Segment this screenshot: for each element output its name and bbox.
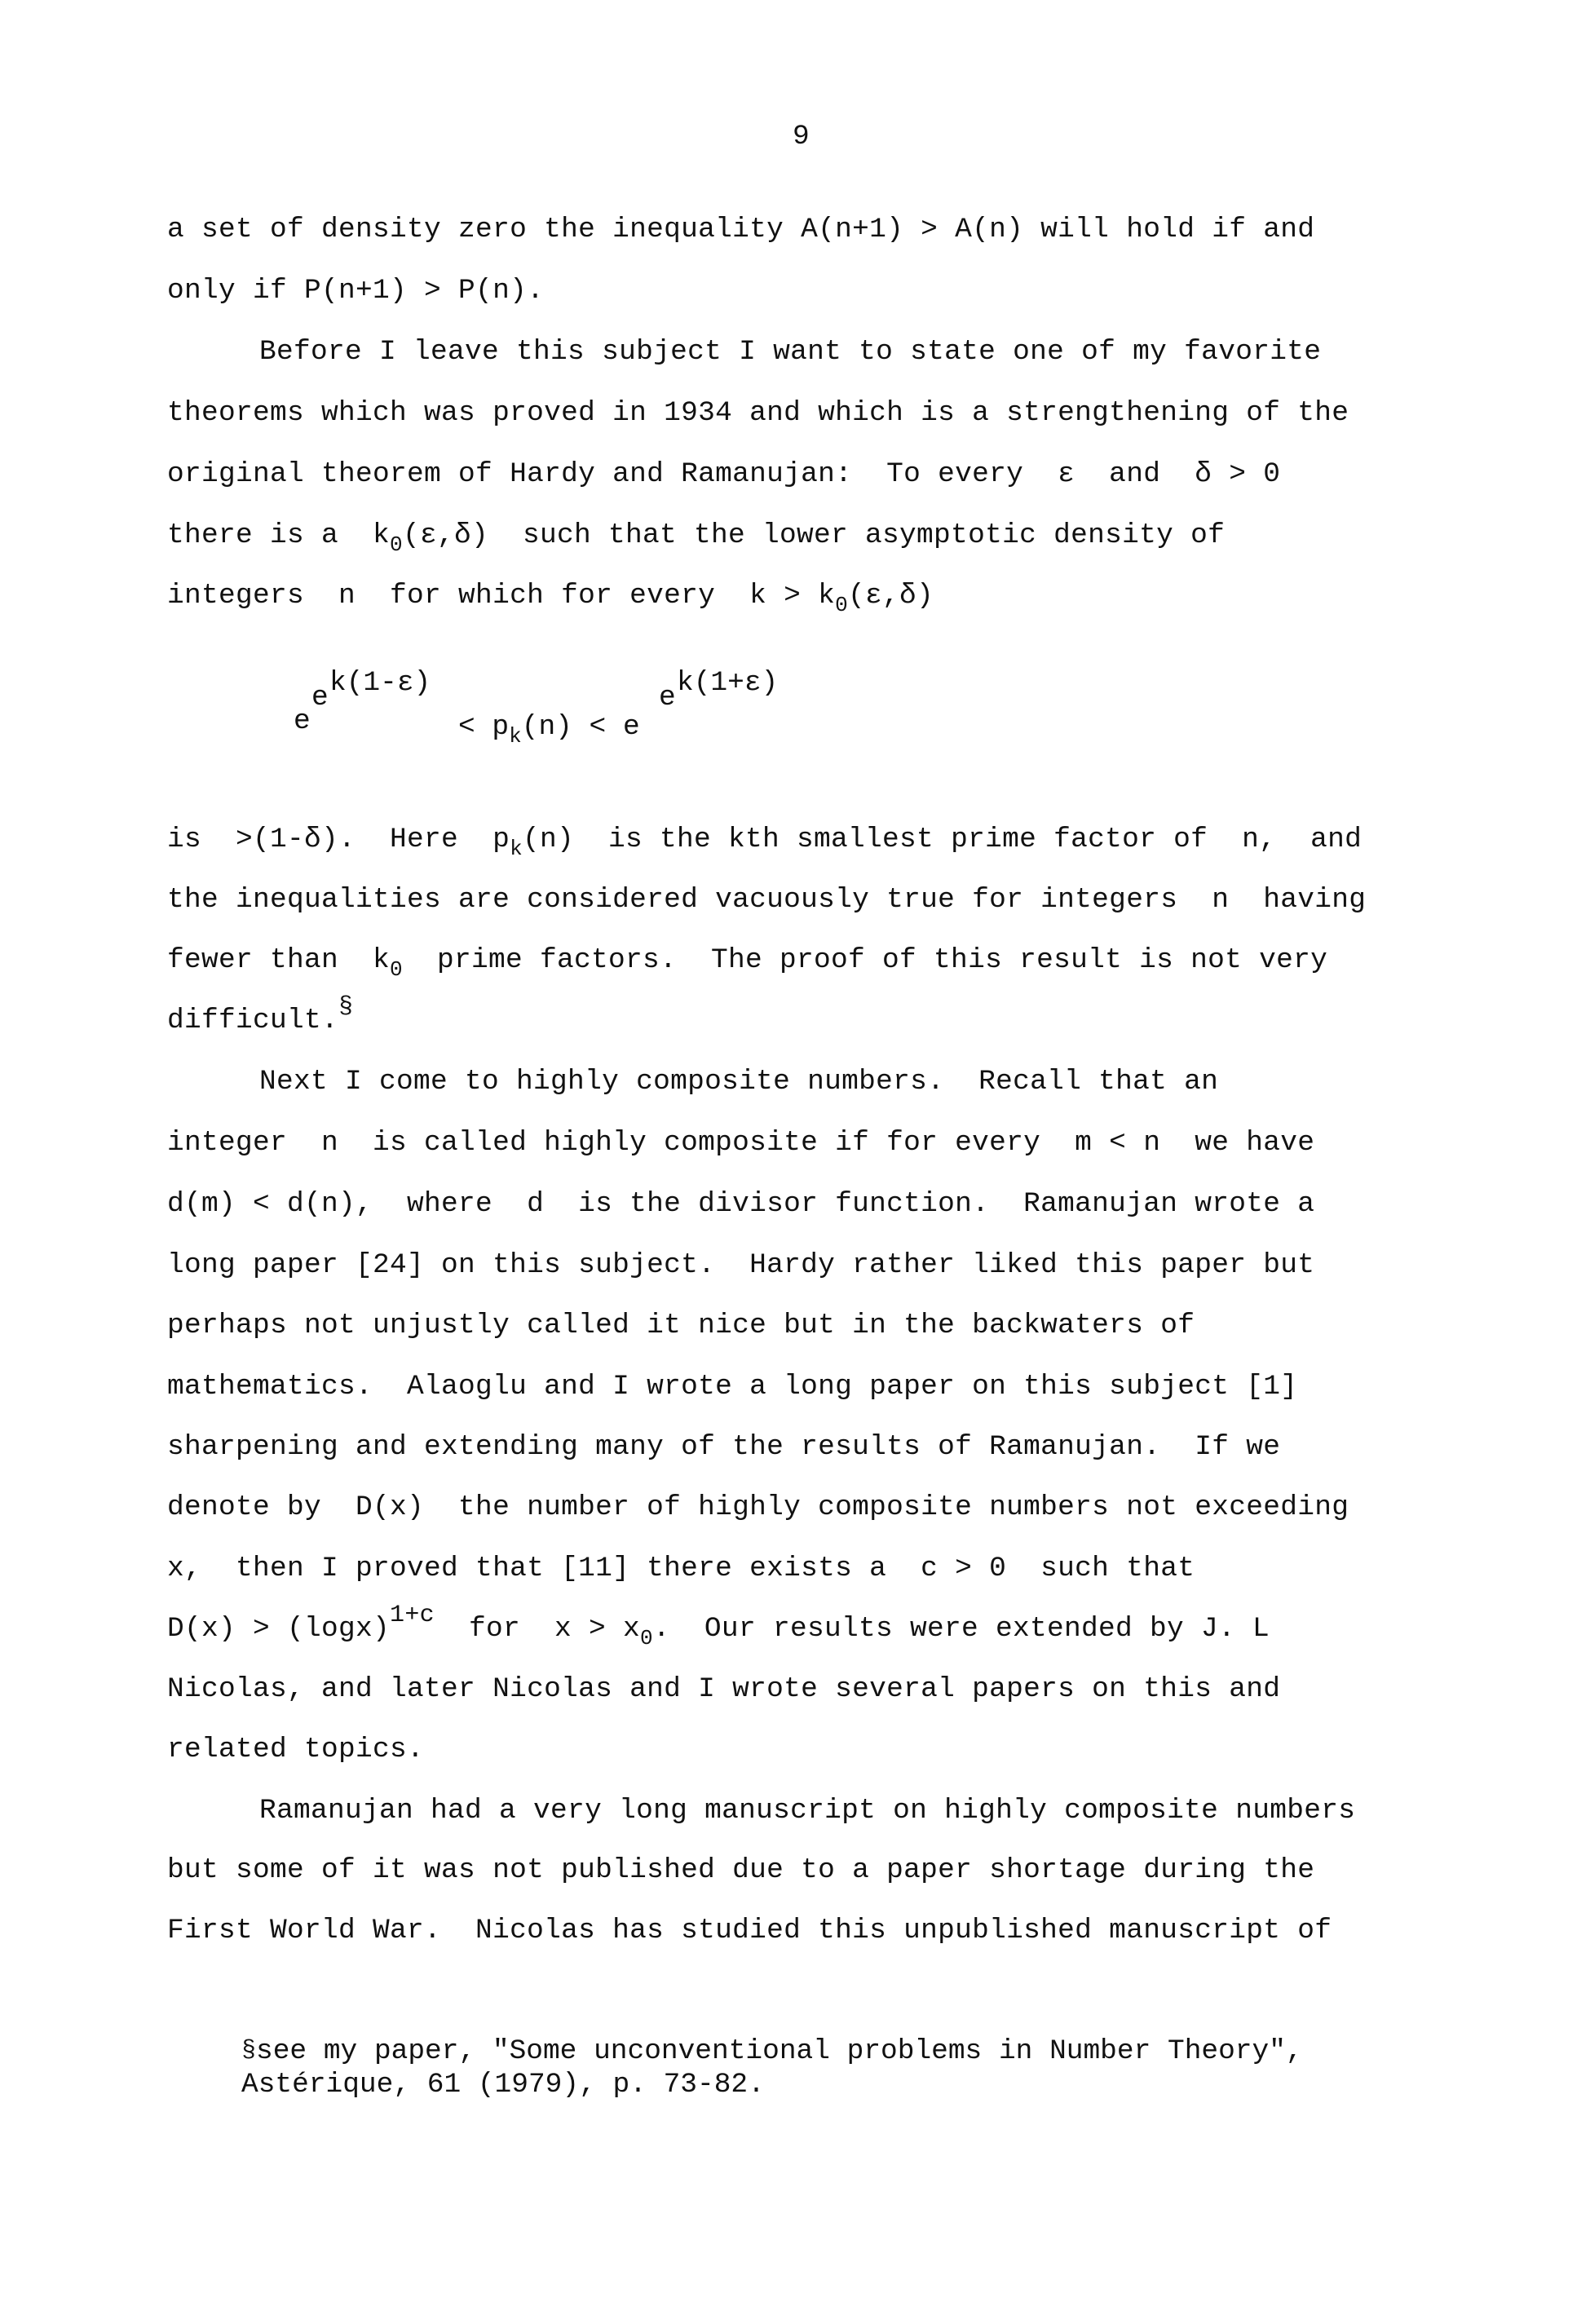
footnote-line2: Astérique, 61 (1979), p. 73-82.: [241, 2069, 765, 2101]
paragraph5-line1: Ramanujan had a very long manuscript on highly composite numbers: [259, 1795, 1356, 1827]
paragraph4-line11: Nicolas, and later Nicolas and I wrote several papers on this and: [167, 1673, 1281, 1705]
paragraph4-line10-part-c: . Our results were extended by J. L: [652, 1613, 1270, 1645]
paragraph2-line5-part-a: integers n for which for every k > k: [167, 580, 836, 612]
page-number: 9: [793, 121, 810, 152]
paragraph4-line9: x, then I proved that [11] there exists a c > 0 such that: [167, 1553, 1195, 1584]
paragraph2-line2: theorems which was proved in 1934 and which is a strengthening of the: [167, 397, 1349, 429]
subscript-zero: 0: [640, 1626, 653, 1650]
paragraph5-line2: but some of it was not published due to a paper shortage during the: [167, 1854, 1315, 1886]
formula-left-base: e: [294, 705, 311, 737]
paragraph3-line1-part-b: (n) is the kth smallest prime factor of n, and: [522, 824, 1363, 855]
paragraph2-line3: original theorem of Hardy and Ramanujan: To every ε and δ > 0: [167, 458, 1281, 490]
paragraph1-line2: only if P(n+1) > P(n).: [167, 275, 545, 307]
formula-left-exp1: e: [311, 682, 329, 714]
paragraph3-line3-part-b: prime factors. The proof of this result is not very: [402, 944, 1328, 976]
paragraph5-line3: First World War. Nicolas has studied this unpublished manuscript of: [167, 1915, 1332, 1946]
footnote-marker: §: [338, 993, 354, 1021]
formula-middle-a: < p: [458, 711, 510, 743]
paragraph3-line1-part-a: is >(1-δ). Here p: [167, 824, 510, 855]
paragraph1-line1: a set of density zero the inequality A(n+1) > A(n) will hold if and: [167, 214, 1315, 245]
formula-middle-b: (n) < e: [521, 711, 640, 743]
paragraph4-line10-part-b: for x > x: [434, 1613, 641, 1645]
paragraph4-line6: mathematics. Alaoglu and I wrote a long paper on this subject [1]: [167, 1371, 1298, 1403]
paragraph2-line5-part-b: (ε,δ): [848, 580, 934, 612]
footnote-text-line1: see my paper, "Some unconventional problems in Number Theory",: [256, 2035, 1303, 2067]
paragraph3-line4: [167, 993, 354, 1038]
formula-subscript-k: k: [509, 724, 522, 749]
paragraph3-line2: the inequalities are considered vacuously true for integers n having: [167, 884, 1367, 916]
paragraph4-line1: Next I come to highly composite numbers. Recall that an: [259, 1066, 1219, 1098]
paragraph3-line4-text: difficult.: [167, 1005, 339, 1036]
subscript-zero: 0: [390, 957, 403, 982]
footnote-symbol: §: [241, 2037, 257, 2065]
paragraph4-line2: integer n is called highly composite if for every m < n we have: [167, 1127, 1315, 1159]
paragraph2-line4: [167, 519, 1226, 557]
footnote-line1: [241, 2035, 1303, 2069]
paragraph3-line3: [167, 944, 1328, 982]
paragraph4-line8: denote by D(x) the number of highly composite numbers not exceeding: [167, 1491, 1349, 1523]
paragraph4-line10: [167, 1602, 1270, 1650]
formula-left-exp2: k(1-ε): [329, 667, 431, 699]
paragraph2-line4-part-b: (ε,δ) such that the lower asymptotic density of: [402, 519, 1226, 551]
formula-middle: [458, 711, 640, 749]
paragraph2-line1: Before I leave this subject I want to state one of my favorite: [259, 336, 1322, 368]
paragraph4-line12: related topics.: [167, 1734, 425, 1765]
paragraph2-line4-part-a: there is a k: [167, 519, 391, 551]
paragraph3-line3-part-a: fewer than k: [167, 944, 391, 976]
paragraph4-line5: perhaps not unjustly called it nice but in the backwaters of: [167, 1310, 1195, 1341]
paragraph2-line5: [167, 580, 934, 617]
formula-right-exp2: k(1+ε): [677, 667, 779, 699]
subscript-zero: 0: [835, 593, 849, 617]
paragraph4-line7: sharpening and extending many of the results of Ramanujan. If we: [167, 1431, 1281, 1463]
superscript-exponent: 1+c: [390, 1602, 435, 1629]
paragraph4-line4: long paper [24] on this subject. Hardy rather liked this paper but: [167, 1249, 1315, 1281]
paragraph4-line10-part-a: D(x) > (logx): [167, 1613, 391, 1645]
subscript-zero: 0: [390, 532, 403, 557]
paragraph3-line1: [167, 824, 1363, 861]
subscript-k: k: [510, 837, 523, 861]
paragraph4-line3: d(m) < d(n), where d is the divisor function. Ramanujan wrote a: [167, 1188, 1315, 1220]
formula-right-exp1: e: [659, 682, 676, 714]
